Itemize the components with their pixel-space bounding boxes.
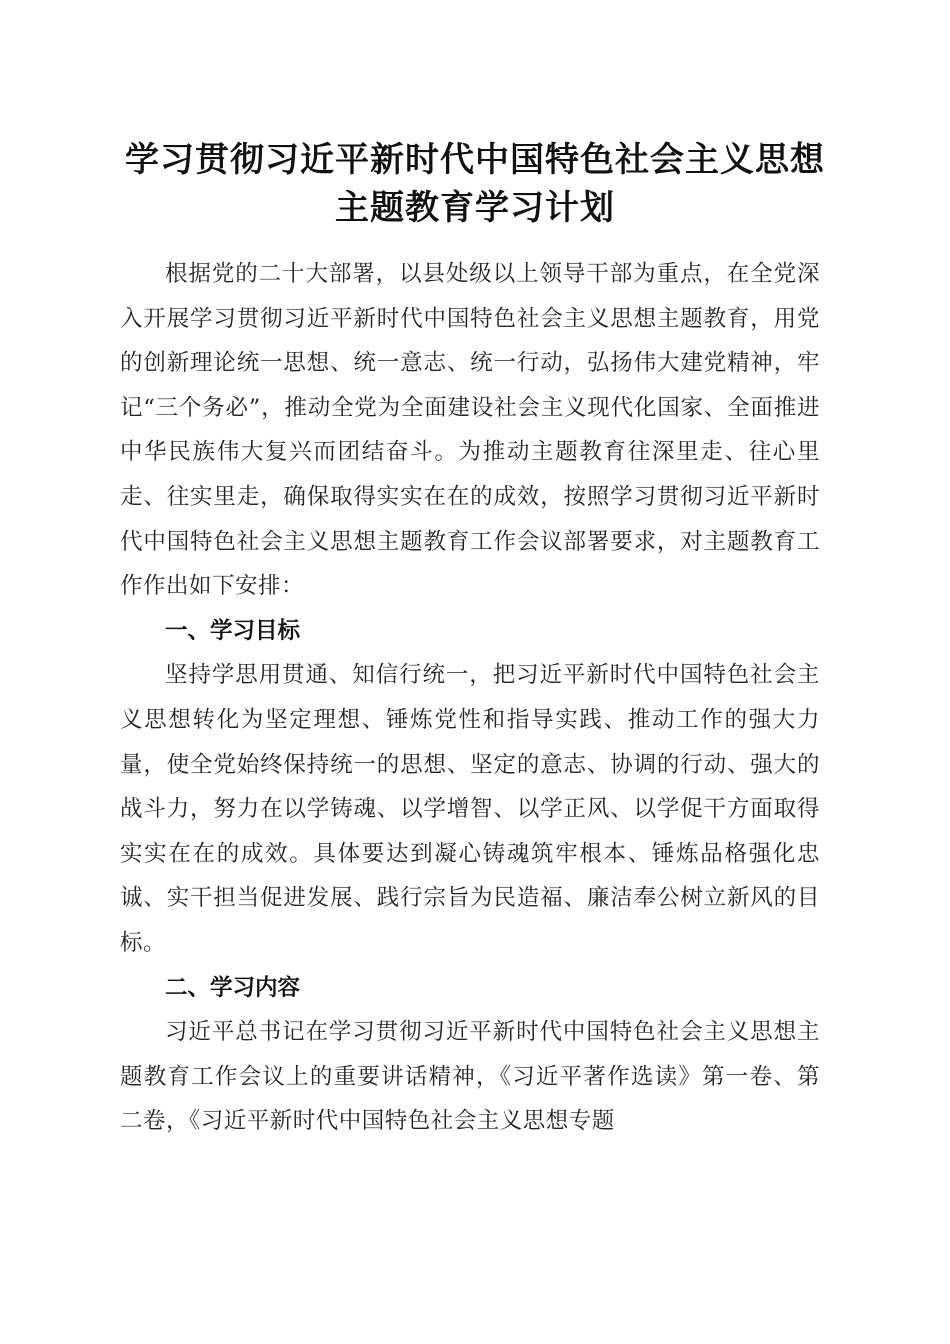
section1-heading: 一、学习目标 — [165, 617, 301, 644]
section2-paragraph: 习近平总书记在学习贯彻习近平新时代中国特色社会主义思想主题教育工作会议上的重要讲话精神，《习近平著作选读》第一卷、第二卷，《习近平新时代中国特色社会主义思想专题 — [120, 1019, 820, 1135]
section2-heading: 二、学习内容 — [165, 974, 301, 1001]
section1-paragraph: 坚持学思用贯通、知信行统一，把习近平新时代中国特色社会主义思想转化为坚定理想、锤炼党性和指导实践、推动工作的强大力量，使全党始终保持统一的思想、坚定的意志、协调的行动、强大的战斗力，努力在以学铸魂、以学增智、以学正风、以学促干方面取得实实在在的成效。具体要达到凝心铸魂筑牢根本、锤炼品格强化忠诚、实干担当促进发展、践行宗旨为民造福、廉洁奉公树立新风的目标。 — [120, 662, 820, 956]
intro-paragraph: 根据党的二十大部署，以县处级以上领导干部为重点，在全党深入开展学习贯彻习近平新时代中国特色社会主义思想主题教育，用党的创新理论统一思想、统一意志、统一行动，弘扬伟大建党精神，牢记“三个务必”，推动全党为全面建设社会主义现代化国家、全面推进中华民族伟大复兴而团结奋斗。为推动主题教育往深里走、往心里走、往实里走，确保取得实实在在的成效，按照学习贯彻习近平新时代中国特色社会主义思想主题教育工作会议部署要求，对主题教育工作作出如下安排： — [120, 261, 820, 600]
document-title-line1: 学习贯彻习近平新时代中国特色社会主义思想 — [125, 140, 825, 180]
document-title-line2: 主题教育学习计划 — [335, 188, 615, 228]
document-body — [120, 252, 820, 1144]
